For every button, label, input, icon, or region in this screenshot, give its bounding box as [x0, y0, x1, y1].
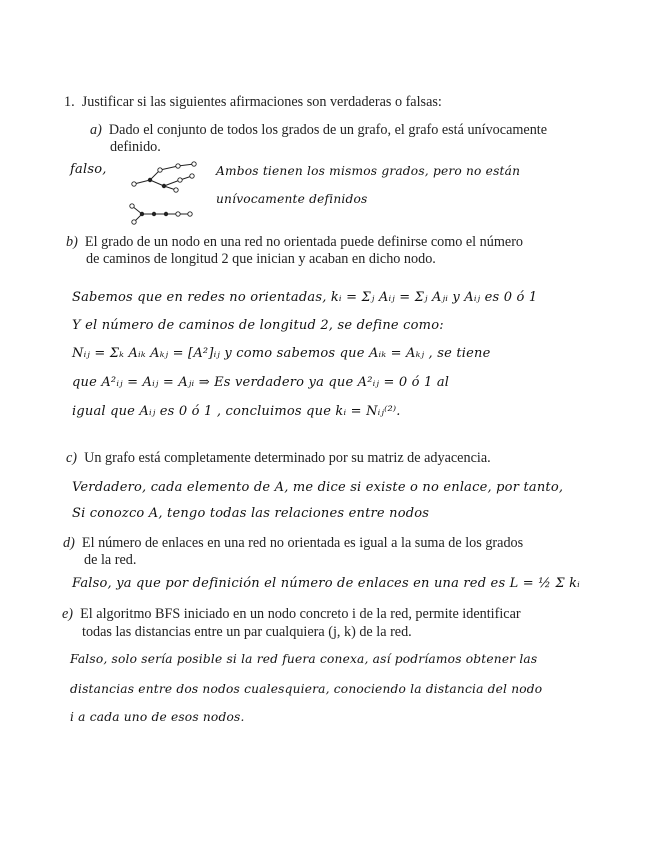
item-d-statement: d) El número de enlaces en una red no orientada es igual a la suma de los grados [63, 535, 524, 551]
item-b-answer-line-3: Nᵢⱼ = Σₖ Aᵢₖ Aₖⱼ = [A²]ᵢⱼ y como sabemos que Aᵢₖ = Aₖⱼ , se tiene [72, 346, 491, 361]
item-d-statement-cont: de la red. [84, 552, 137, 568]
item-a-statement: a) Dado el conjunto de todos los grados de un grafo, el grafo está unívocamente [90, 122, 548, 138]
item-b-answer-line-1: Sabemos que en redes no orientadas, kᵢ = Σⱼ Aᵢⱼ = Σⱼ Aⱼᵢ y Aᵢⱼ es 0 ó 1 [72, 290, 538, 305]
item-a-answer-label: falso, [70, 162, 107, 177]
item-e-statement: e) El algoritmo BFS iniciado en un nodo concreto i de la red, permite identificar [62, 606, 521, 622]
item-e-answer-line-2: distancias entre dos nodos cualesquiera, conociendo la distancia del nodo [70, 682, 543, 696]
item-b-answer-line-4: que A²ᵢⱼ = Aᵢⱼ = Aⱼᵢ ⇒ Es verdadero ya que A²ᵢⱼ = 0 ó 1 al [72, 375, 450, 390]
item-e-statement-cont: todas las distancias entre un par cualquiera (j, k) de la red. [82, 624, 412, 640]
example-graphs-drawing [126, 156, 206, 226]
item-a-statement-cont: definido. [110, 139, 161, 155]
item-e-answer-line-3: i a cada uno de esos nodos. [70, 710, 245, 724]
item-c-statement: c) Un grafo está completamente determinado por su matriz de adyacencia. [66, 450, 491, 466]
question-1: 1. Justificar si las siguientes afirmaciones son verdaderas o falsas: [64, 94, 442, 110]
item-a-answer-line-2: unívocamente definidos [216, 192, 368, 206]
item-b-answer-line-2: Y el número de caminos de longitud 2, se define como: [72, 318, 444, 333]
item-e-answer-line-1: Falso, solo sería posible si la red fuera conexa, así podríamos obtener las [70, 652, 538, 666]
item-b-statement: b) El grado de un nodo en una red no orientada puede definirse como el número [66, 234, 524, 250]
item-b-statement-cont: de caminos de longitud 2 que inician y acaban en dicho nodo. [86, 251, 436, 267]
item-b-answer-line-5: igual que Aᵢⱼ es 0 ó 1 , concluimos que kᵢ = Nᵢⱼ⁽²⁾. [72, 404, 401, 419]
item-a-answer-line-1: Ambos tienen los mismos grados, pero no están [216, 164, 521, 178]
item-c-answer-line-1: Verdadero, cada elemento de A, me dice si existe o no enlace, por tanto, [72, 480, 564, 495]
item-c-answer-line-2: Si conozco A, tengo todas las relaciones entre nodos [72, 506, 430, 521]
item-d-answer: Falso, ya que por definición el número de enlaces en una red es L = ½ Σ kᵢ [72, 576, 580, 591]
